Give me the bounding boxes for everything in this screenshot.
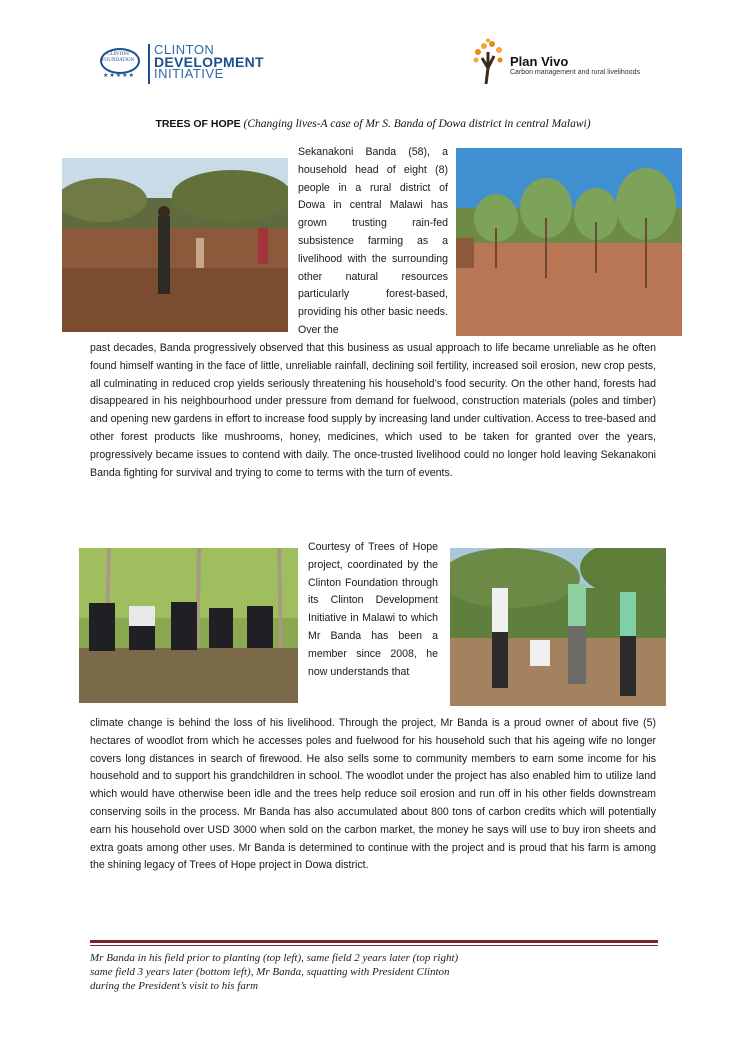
caption-divider-thick: [90, 940, 658, 943]
cdi-logo: [94, 44, 274, 86]
planvivo-logo: [468, 38, 668, 88]
caption-line1: Mr Banda in his field prior to planting (top left), same field 2 years later (top right): [90, 952, 459, 964]
title-bold: TREES OF HOPE: [155, 118, 241, 130]
title-italic: (Changing lives-A case of Mr S. Banda of Dowa district in central Malawi): [243, 118, 591, 130]
paragraph2-full-text: climate change is behind the loss of his livelihood. Through the project, Mr Banda is a proud owner of about five (5) hectares of woodlot from which he accesses poles and fuelwood for his household such that his ageing wife no longer covers long distances in search of firewood. He also sells some to community members to earn some income for his household and to support his grandchildren in school. The woodlot under the project has also enabled him to utilize land which would have otherwise been idle and the trees help reduce soil erosion and run off in his other fields downstream conserving soils in the process. Mr Banda has also accumulated about 800 tons of carbon credits which will potentially earn his household over USD 3000 when sold on the carbon market, the money he says will use to buy iron sheets and extra goats among other uses. Mr Banda is determined to continue with the project and is proud that his farm is among the shining legacy of Trees of Hope project in Dowa district.: [90, 717, 656, 872]
photo-caption: [90, 951, 660, 993]
caption-line3: during the President’s visit to his farm: [90, 980, 259, 992]
paragraph2-side-text: Courtesy of Trees of Hope project, coordinated by the Clinton Foundation through its Clinton Development Initiative in Malawi to which Mr Banda has been a member since 2008, he now understands that: [308, 541, 438, 678]
cdi-line1: CLINTON: [154, 42, 215, 57]
photo-banda-with-president-clinton: [450, 548, 666, 706]
article-title: [0, 118, 746, 130]
caption-line2: same field 3 years later (bottom left), Mr Banda, squatting with President Clinton: [90, 966, 450, 978]
paragraph1-side-text: Sekanakoni Banda (58), a household head of eight (8) people in a rural district of Dowa in central Malawi has grown trusting rain-fed subsistence farming as a livelihood with the surrounding other natural resources particularly forest-based, providing his other basic needs. Over the: [298, 146, 448, 336]
tree-icon: [468, 38, 508, 86]
caption-divider-thin: [90, 945, 658, 946]
stars-icon: ★★★★★: [103, 73, 135, 79]
logo-divider: [148, 44, 150, 84]
planvivo-tagline: Carbon management and rural livelihoods: [510, 69, 640, 76]
clinton-foundation-seal: CLINTON FOUNDATION ★★★★★: [94, 46, 142, 80]
photo-field-three-years-later: [79, 548, 298, 703]
cdi-line2: DEVELOPMENT: [154, 54, 264, 70]
photo-field-before-planting: [62, 158, 288, 332]
planvivo-name: Plan Vivo: [510, 54, 569, 69]
photo-field-two-years-later: [456, 148, 682, 336]
paragraph1-full-text: past decades, Banda progressively observed that this business as usual approach to life became unreliable as he often found himself wanting in the face of little, unreliable rainfall, declining soil fertility, increased soil erosion, new crop pests, all culminating in reduced crop yields seriously threatening his household’s food security. On the other hand, forests had disappeared in his neighbourhood under pressure from demand for fuelwood, construction materials (poles and timber) and opening new gardens in effort to increase food supply by increasing land under cultivation. Access to tree-based and other forest products like mushrooms, honey, medicines, which used to be taken for granted over the years, progressively became issues to contend with daily. The once-trusted livelihood could no longer hold leaving Sekanakoni Banda fighting for survival and trying to come to terms with the turn of events.: [90, 342, 656, 479]
cdi-line3: INITIATIVE: [154, 66, 224, 81]
